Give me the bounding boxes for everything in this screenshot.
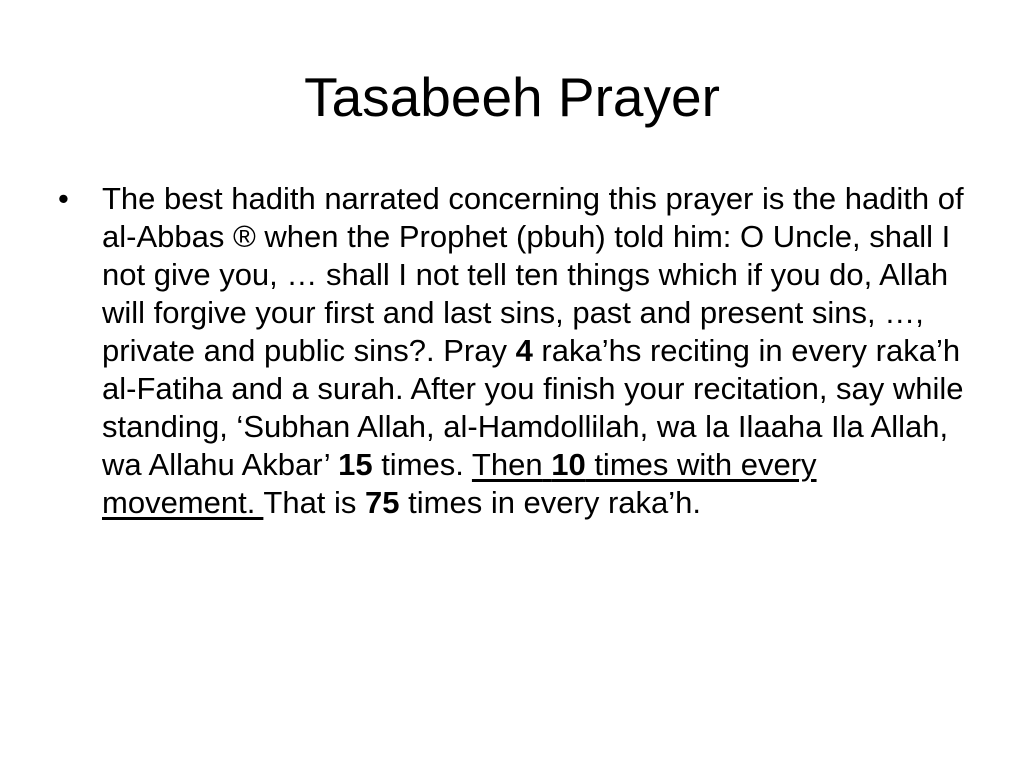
bold-number: 10 xyxy=(551,447,586,482)
bold-number: 75 xyxy=(365,485,400,520)
text-segment: raka’hs reciting in every raka’h al-Fatiha and a surah. After you finish your recitation, say while standing, ‘Subhan Allah, al-Hamdollilah, wa la Ilaaha Ila Allah, wa Allahu Akbar’ xyxy=(102,333,964,482)
text-segment: times. xyxy=(372,447,472,482)
bold-number: 15 xyxy=(338,447,373,482)
bullet-icon: • xyxy=(58,181,69,216)
bullet-text xyxy=(102,180,966,522)
text-segment: That is xyxy=(263,485,366,520)
text-segment: The best hadith narrated concerning this prayer is the hadith of al-Abbas ® when the Prophet (pbuh) told him: O Uncle, shall I not give you, … shall I not tell ten things which if you do, Allah will forgive your first and last sins, past and present sins, …, private and public sins?. Pray xyxy=(102,181,964,368)
underlined-segment: Then xyxy=(471,447,543,482)
text-segment: times in every raka’h. xyxy=(399,485,702,520)
slide-content xyxy=(56,180,966,522)
underlined-segment: times with every movement. xyxy=(102,447,817,520)
slide-title: Tasabeeh Prayer xyxy=(304,66,720,128)
bold-number: 4 xyxy=(515,333,533,368)
bullet-item xyxy=(56,180,966,522)
